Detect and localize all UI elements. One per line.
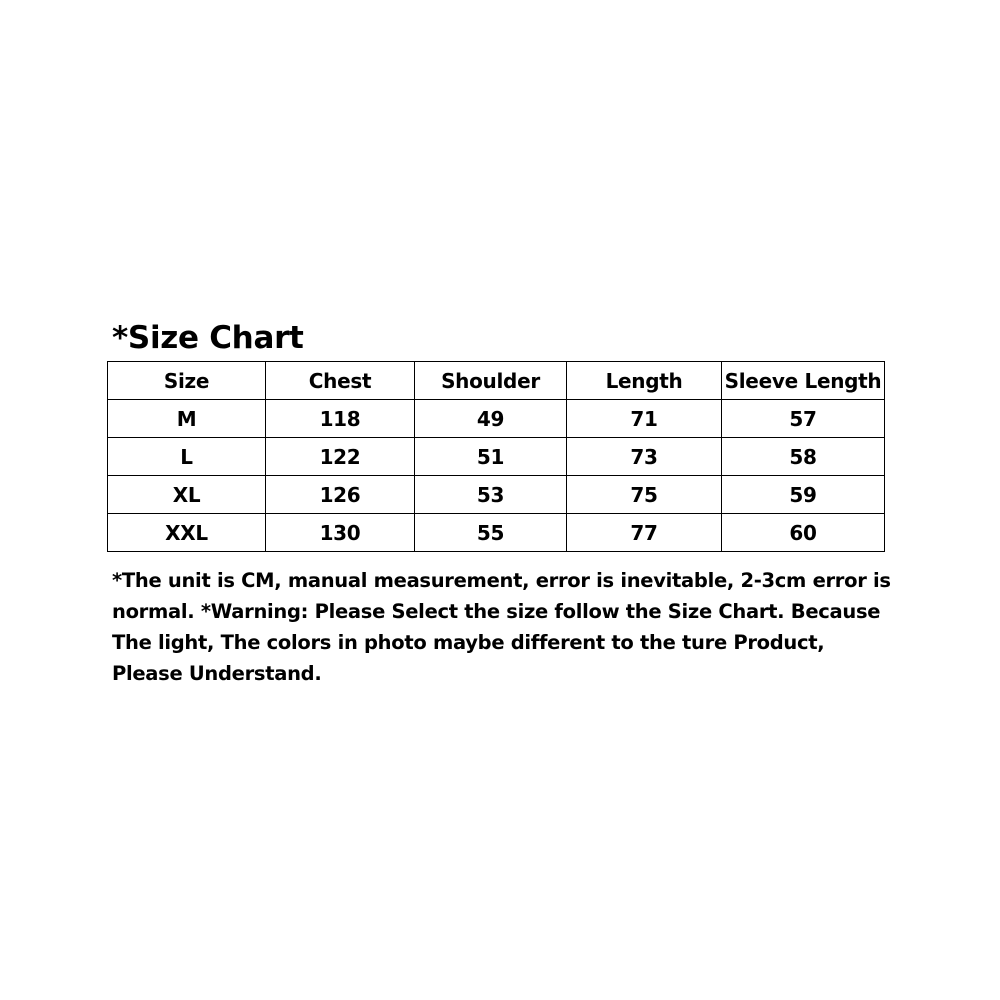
table-cell-size: M [108,400,266,438]
table-cell-shoulder: 55 [415,514,567,552]
column-header-chest: Chest [266,362,415,400]
table-cell-length: 73 [567,438,722,476]
column-header-shoulder: Shoulder [415,362,567,400]
table-header-row [108,362,885,400]
table-cell-shoulder: 53 [415,476,567,514]
page-title: *Size Chart [112,320,304,356]
table-row [108,476,885,514]
table-cell-shoulder: 49 [415,400,567,438]
table-cell-size: XL [108,476,266,514]
table-cell-chest: 118 [266,400,415,438]
table-cell-sleeve-length: 57 [722,400,885,438]
table-cell-size: XXL [108,514,266,552]
table-cell-size: L [108,438,266,476]
note-line: normal. *Warning: Please Select the size follow the Size Chart. Because [112,600,881,623]
table-row [108,400,885,438]
size-chart-table [107,361,885,552]
measurement-note [112,565,902,689]
note-line: Please Understand. [112,662,322,685]
table-cell-length: 75 [567,476,722,514]
table-row [108,514,885,552]
table-cell-sleeve-length: 58 [722,438,885,476]
table-cell-sleeve-length: 60 [722,514,885,552]
note-line: *The unit is CM, manual measurement, error is inevitable, 2-3cm error is [112,569,891,592]
table-cell-length: 77 [567,514,722,552]
column-header-size: Size [108,362,266,400]
table-row [108,438,885,476]
table-cell-chest: 130 [266,514,415,552]
column-header-sleeve-length: Sleeve Length [722,362,885,400]
table-cell-length: 71 [567,400,722,438]
table-cell-chest: 126 [266,476,415,514]
table-cell-sleeve-length: 59 [722,476,885,514]
note-line: The light, The colors in photo maybe different to the ture Product, [112,631,825,654]
table-cell-shoulder: 51 [415,438,567,476]
table-cell-chest: 122 [266,438,415,476]
column-header-length: Length [567,362,722,400]
